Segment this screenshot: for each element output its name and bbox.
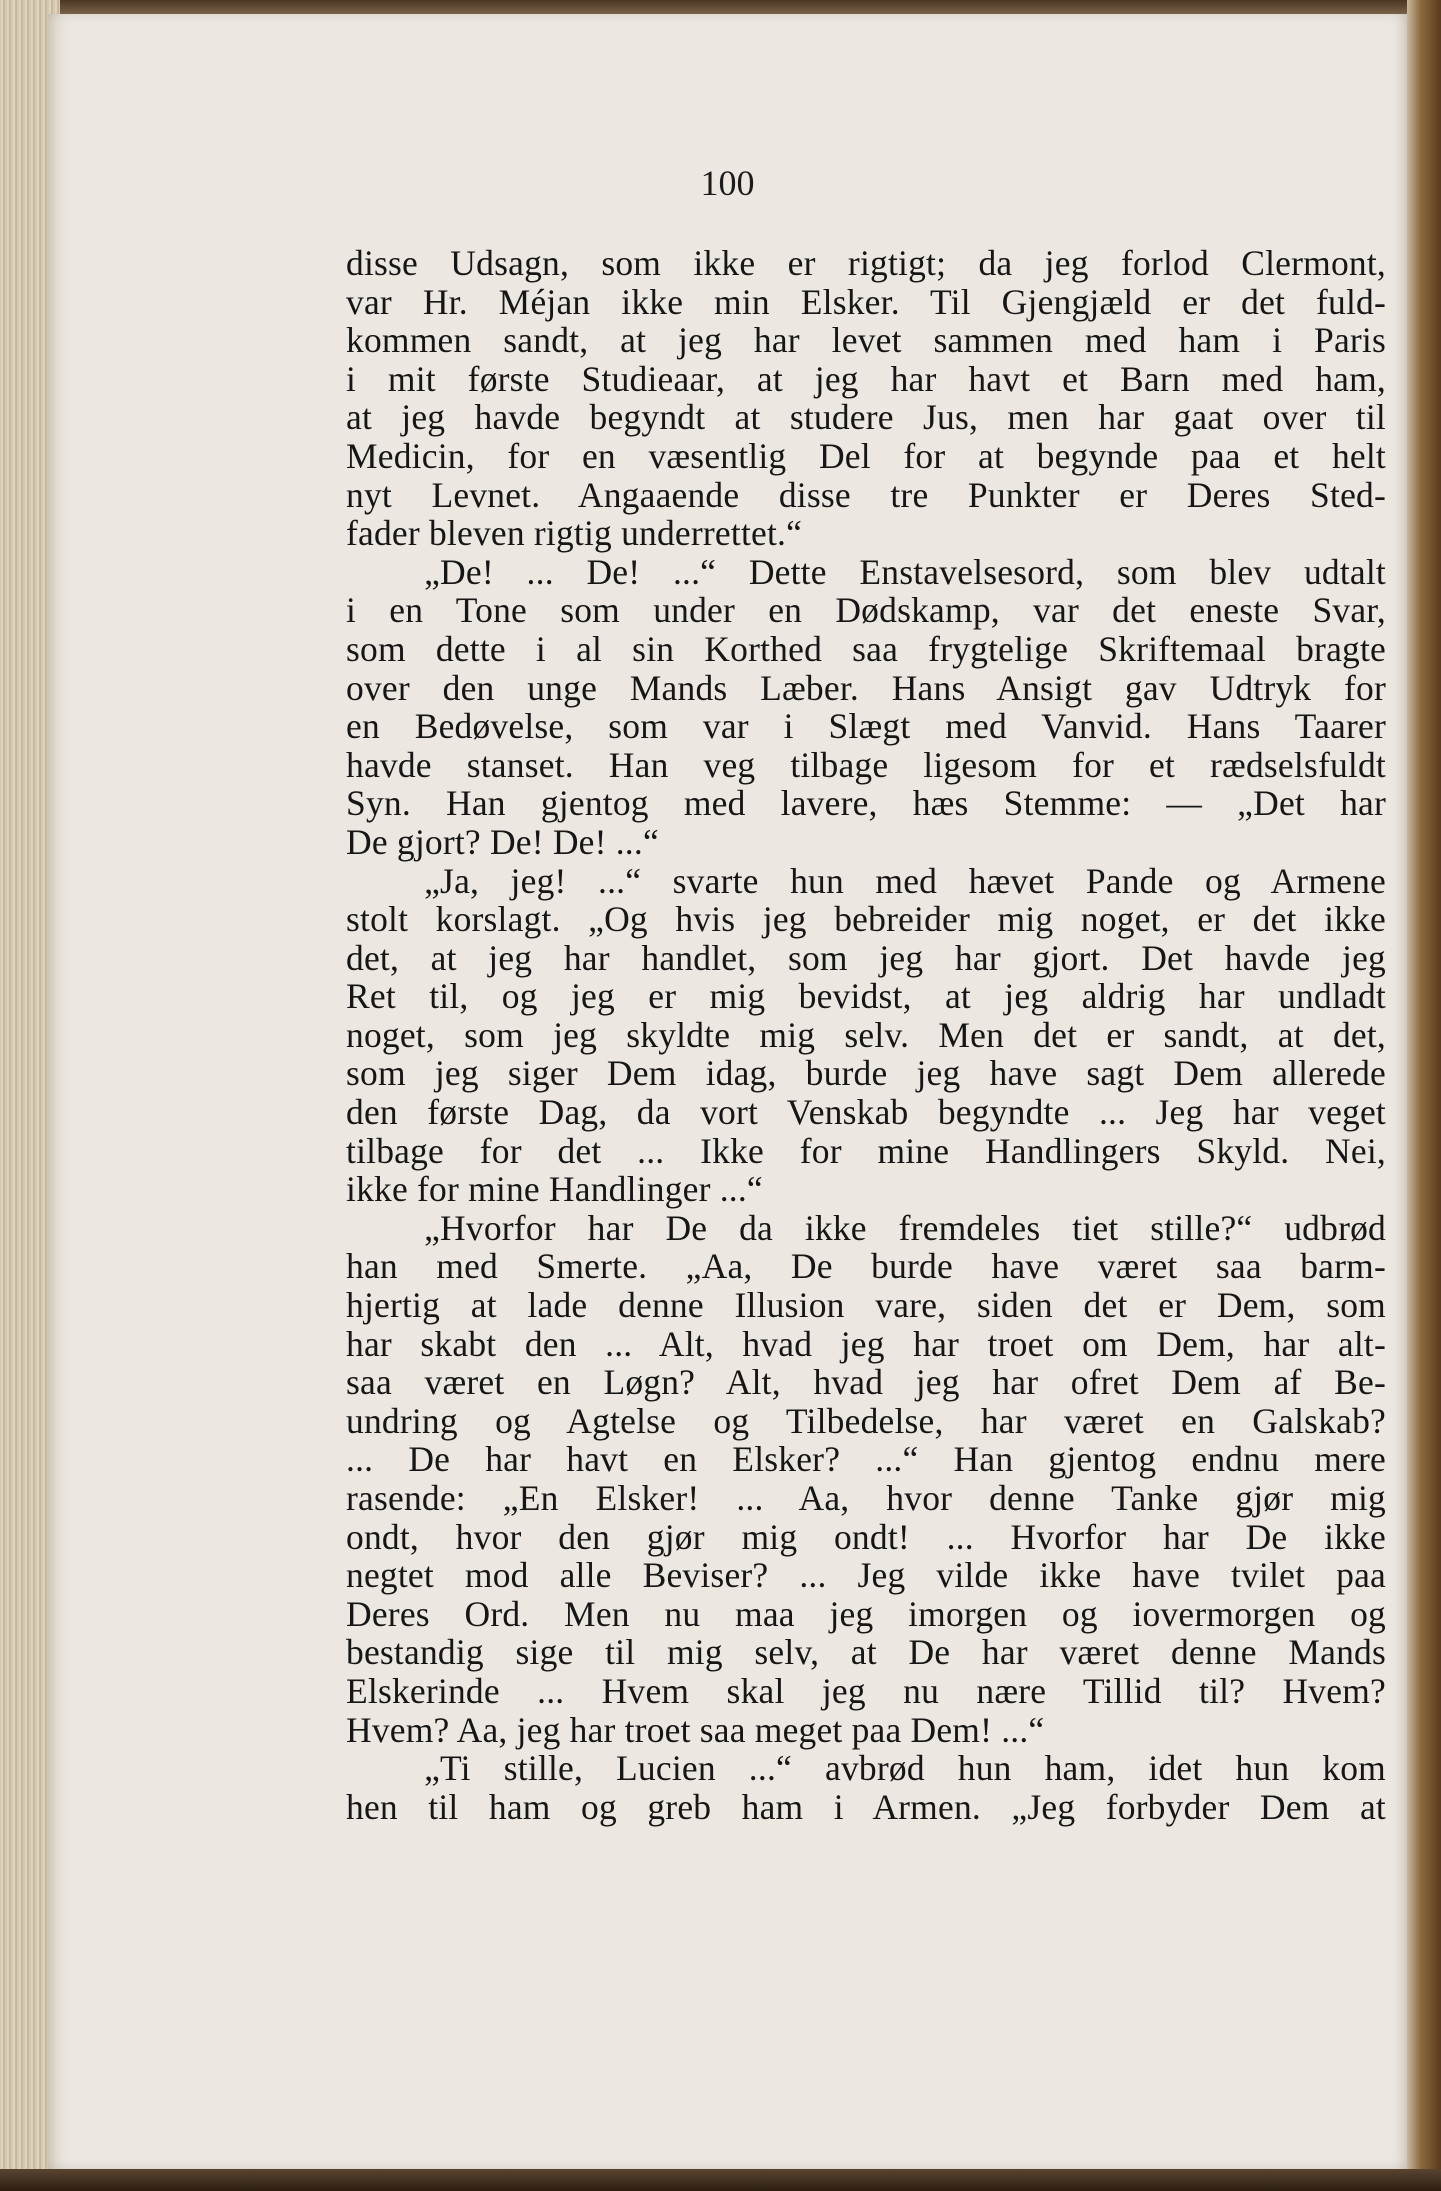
text-line: tilbage for det ... Ikke for mine Handlingers Skyld. Nei,: [346, 1130, 1386, 1171]
text-line: Deres Ord. Men nu maa jeg imorgen og iovermorgen og: [346, 1593, 1386, 1634]
text-line: at jeg havde begyndt at studere Jus, men har gaat over til: [346, 397, 1386, 438]
text-line: bestandig sige til mig selv, at De har været denne Mands: [346, 1632, 1386, 1673]
text-line: den første Dag, da vort Venskab begyndte ... Jeg har veget: [346, 1092, 1386, 1133]
text-line: det, at jeg har handlet, som jeg har gjort. Det havde jeg: [346, 937, 1386, 978]
text-line: som jeg siger Dem idag, burde jeg have sagt Dem allerede: [346, 1053, 1386, 1094]
text-line: var Hr. Méjan ikke min Elsker. Til Gjengjæld er det fuld-: [346, 281, 1386, 322]
text-line: stolt korslagt. „Og hvis jeg bebreider mig noget, er det ikke: [346, 899, 1386, 940]
book-page: [48, 14, 1407, 2169]
text-line: De gjort? De! De! ...“: [346, 821, 659, 862]
text-line: negtet mod alle Beviser? ... Jeg vilde ikke have tvilet paa: [346, 1555, 1386, 1596]
text-line: undring og Agtelse og Tilbedelse, har været en Galskab?: [346, 1400, 1386, 1441]
text-line: ikke for mine Handlinger ...“: [346, 1169, 763, 1210]
text-line: rasende: „En Elsker! ... Aa, hvor denne Tanke gjør mig: [346, 1478, 1386, 1518]
text-line: hen til ham og greb ham i Armen. „Jeg forbyder Dem at: [346, 1786, 1386, 1827]
text-line: har skabt den ... Alt, hvad jeg har troet om Dem, har alt-: [346, 1323, 1386, 1364]
book-top-edge: [0, 0, 1441, 14]
text-line: ... De har havt en Elsker? ...“ Han gjentog endnu mere: [346, 1439, 1386, 1480]
text-line: disse Udsagn, som ikke er rigtigt; da jeg forlod Clermont,: [346, 243, 1386, 283]
text-line: Hvem? Aa, jeg har troet saa meget paa Dem! ...“: [346, 1709, 1045, 1750]
text-line: saa været en Løgn? Alt, hvad jeg har ofret Dem af Be-: [346, 1362, 1386, 1403]
text-line: Medicin, for en væsentlig Del for at begynde paa et helt: [346, 435, 1386, 476]
text-line: Ret til, og jeg er mig bevidst, at jeg aldrig har undladt: [346, 976, 1386, 1017]
page-number: 100: [700, 163, 755, 203]
text-line: en Bedøvelse, som var i Slægt med Vanvid. Hans Taarer: [346, 706, 1386, 747]
text-line: noget, som jeg skyldte mig selv. Men det er sandt, at det,: [346, 1014, 1386, 1055]
text-line: „Ti stille, Lucien ...“ avbrød hun ham, idet hun kom: [424, 1748, 1386, 1789]
text-line: nyt Levnet. Angaaende disse tre Punkter er Deres Sted-: [346, 474, 1386, 515]
text-line: Syn. Han gjentog med lavere, hæs Stemme: — „Det har: [346, 783, 1386, 824]
book-spine-right-edge: [1407, 0, 1441, 2191]
text-line: „De! ... De! ...“ Dette Enstavelsesord, som blev udtalt: [424, 551, 1386, 592]
text-line: over den unge Mands Læber. Hans Ansigt gav Udtryk for: [346, 667, 1386, 708]
text-line: Elskerinde ... Hvem skal jeg nu nære Tillid til? Hvem?: [346, 1670, 1386, 1711]
text-line: „Hvorfor har De da ikke fremdeles tiet stille?“ udbrød: [424, 1207, 1386, 1248]
text-line: han med Smerte. „Aa, De burde have været saa barm-: [346, 1246, 1386, 1287]
text-line: i mit første Studieaar, at jeg har havt et Barn med ham,: [346, 358, 1386, 399]
text-line: „Ja, jeg! ...“ svarte hun med hævet Pande og Armene: [424, 860, 1386, 901]
text-line: som dette i al sin Korthed saa frygtelige Skriftemaal bragte: [346, 628, 1386, 669]
text-line: havde stanset. Han veg tilbage ligesom for et rædselsfuldt: [346, 744, 1386, 785]
body-text: [346, 244, 1386, 1826]
book-bottom-edge: [0, 2169, 1441, 2191]
text-line: i en Tone som under en Dødskamp, var det eneste Svar,: [346, 590, 1386, 631]
text-line: ondt, hvor den gjør mig ondt! ... Hvorfor har De ikke: [346, 1516, 1386, 1557]
text-line: kommen sandt, at jeg har levet sammen med ham i Paris: [346, 320, 1386, 361]
text-line: fader bleven rigtig underrettet.“: [346, 513, 803, 554]
text-line: hjertig at lade denne Illusion vare, siden det er Dem, som: [346, 1285, 1386, 1326]
